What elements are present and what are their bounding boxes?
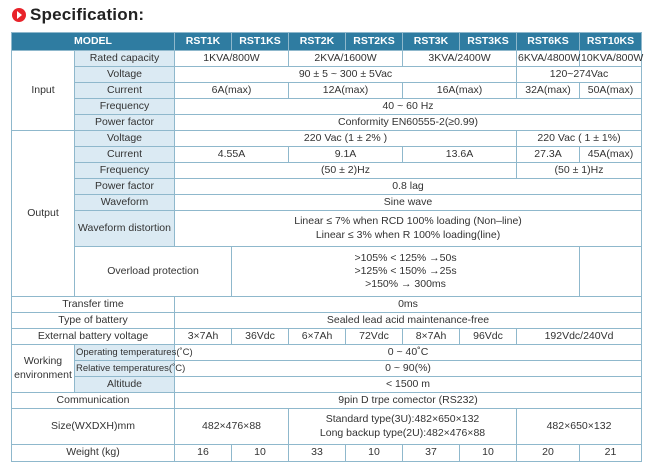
cell-value <box>175 211 642 247</box>
cell-value: 40 ~ 60 Hz <box>175 99 642 115</box>
cell-value: (50 ± 1)Hz <box>517 163 642 179</box>
specification-table <box>11 32 642 462</box>
cell-value: 6×7Ah <box>289 329 346 345</box>
table-row <box>12 409 642 445</box>
cell-value: 482×650×132 <box>517 409 642 445</box>
table-header-row <box>12 33 642 51</box>
row-label: Current <box>75 147 175 163</box>
row-label: Voltage <box>75 67 175 83</box>
row-label: Voltage <box>75 131 175 147</box>
cell-value: 0 ~ 40˚C <box>175 345 642 361</box>
cell-value: 27.3A <box>517 147 580 163</box>
table-row <box>12 131 642 147</box>
table-row <box>12 345 642 361</box>
cell-value: 12A(max) <box>289 83 403 99</box>
row-label: Communication <box>12 393 175 409</box>
text-line: >125% < 150% →25s <box>354 264 457 277</box>
text-line: Working <box>23 355 63 368</box>
row-label: Overload protection <box>75 247 232 297</box>
cell-value: 50A(max) <box>580 83 642 99</box>
section-header <box>12 3 144 27</box>
cell-value: 9pin D trpe comector (RS232) <box>175 393 642 409</box>
cell-value: 32A(max) <box>517 83 580 99</box>
row-label: Transfer time <box>12 297 175 313</box>
category-working-environment <box>12 345 75 393</box>
row-label: Frequency <box>75 163 175 179</box>
cell-value: 20 <box>517 445 580 462</box>
cell-value: 6A(max) <box>175 83 289 99</box>
row-label: Frequency <box>75 99 175 115</box>
row-label: Power factor <box>75 179 175 195</box>
row-label: Operating temperatures(˚C) <box>75 345 175 361</box>
cell-value: 10 <box>460 445 517 462</box>
cell-value: (50 ± 2)Hz <box>175 163 517 179</box>
cell-value: 192Vdc/240Vd <box>517 329 642 345</box>
table-row <box>12 99 642 115</box>
row-label: Waveform distortion <box>75 211 175 247</box>
table-row <box>12 163 642 179</box>
cell-value: 10 <box>232 445 289 462</box>
cell-value: 9.1A <box>289 147 403 163</box>
cell-value: Sine wave <box>175 195 642 211</box>
cell-value: 3×7Ah <box>175 329 232 345</box>
text-line: environment <box>14 368 72 381</box>
cell-value: 13.6A <box>403 147 517 163</box>
table-row <box>12 445 642 462</box>
category-input: Input <box>12 51 75 131</box>
header-model-name: RST1K <box>175 33 232 51</box>
cell-value: 96Vdc <box>460 329 517 345</box>
row-label: Relative temperatures(˚C) <box>75 361 175 377</box>
cell-value: 10 <box>346 445 403 462</box>
table-row <box>12 83 642 99</box>
cell-value: Sealed lead acid maintenance-free <box>175 313 642 329</box>
text-line: Linear ≤ 7% when RCD 100% loading (Non–line) <box>294 215 522 228</box>
header-model-name: RST3KS <box>460 33 517 51</box>
cell-value: 37 <box>403 445 460 462</box>
row-label: Waveform <box>75 195 175 211</box>
table-row <box>12 393 642 409</box>
header-model-name: RST1KS <box>232 33 289 51</box>
table-row <box>12 51 642 67</box>
cell-empty <box>580 247 642 297</box>
cell-value: 2KVA/1600W <box>289 51 403 67</box>
row-label: Current <box>75 83 175 99</box>
cell-value: 120~274Vac <box>517 67 642 83</box>
play-circle-icon <box>12 8 26 22</box>
row-label: Rated capacity <box>75 51 175 67</box>
cell-value: 4.55A <box>175 147 289 163</box>
row-label: Altitude <box>75 377 175 393</box>
text-line: Long backup type(2U):482×476×88 <box>319 426 486 439</box>
header-model-name: RST2K <box>289 33 346 51</box>
table-row <box>12 211 642 247</box>
page-title: Specification: <box>30 5 145 24</box>
text-line: Linear ≤ 3% when R 100% loading(line) <box>315 228 501 241</box>
table-row <box>12 247 642 297</box>
text-line: Standard type(3U):482×650×132 <box>325 413 480 426</box>
table-row <box>12 329 642 345</box>
cell-value: 16A(max) <box>403 83 517 99</box>
cell-value <box>289 409 517 445</box>
header-model-name: RST2KS <box>346 33 403 51</box>
table-row <box>12 313 642 329</box>
cell-value: 482×476×88 <box>175 409 289 445</box>
header-model-name: RST6KS <box>517 33 580 51</box>
cell-value: 72Vdc <box>346 329 403 345</box>
cell-value: 45A(max) <box>580 147 642 163</box>
header-model-name: RST10KS <box>580 33 642 51</box>
row-label: Type of battery <box>12 313 175 329</box>
text-line: >105% < 125% →50s <box>354 251 457 264</box>
table-row <box>12 115 642 131</box>
cell-value: 16 <box>175 445 232 462</box>
header-model: MODEL <box>12 33 175 51</box>
cell-value: 33 <box>289 445 346 462</box>
category-output: Output <box>12 131 75 297</box>
cell-value: 10KVA/800W <box>580 51 642 67</box>
row-label: Size(WXDXH)mm <box>12 409 175 445</box>
row-label: Weight (kg) <box>12 445 175 462</box>
cell-value: 0 ~ 90(%) <box>175 361 642 377</box>
cell-value: 3KVA/2400W <box>403 51 517 67</box>
cell-value: Conformity EN60555-2(≥0.99) <box>175 115 642 131</box>
table-row <box>12 67 642 83</box>
text-line: >150% → 300ms <box>365 278 446 291</box>
table-row <box>12 147 642 163</box>
header-model-name: RST3K <box>403 33 460 51</box>
table-row <box>12 377 642 393</box>
cell-value: 6KVA/4800W <box>517 51 580 67</box>
cell-value: 90 ± 5 ~ 300 ± 5Vac <box>175 67 517 83</box>
table-row <box>12 179 642 195</box>
cell-value: 1KVA/800W <box>175 51 289 67</box>
cell-value: 8×7Ah <box>403 329 460 345</box>
cell-value: 220 Vac (1 ± 2% ) <box>175 131 517 147</box>
cell-value <box>232 247 580 297</box>
cell-value: 220 Vac ( 1 ± 1%) <box>517 131 642 147</box>
cell-value: < 1500 m <box>175 377 642 393</box>
cell-value: 21 <box>580 445 642 462</box>
table-row <box>12 361 642 377</box>
row-label: Power factor <box>75 115 175 131</box>
cell-value: 0ms <box>175 297 642 313</box>
table-row <box>12 297 642 313</box>
cell-value: 0.8 lag <box>175 179 642 195</box>
cell-value: 36Vdc <box>232 329 289 345</box>
table-row <box>12 195 642 211</box>
row-label: External battery voltage <box>12 329 175 345</box>
